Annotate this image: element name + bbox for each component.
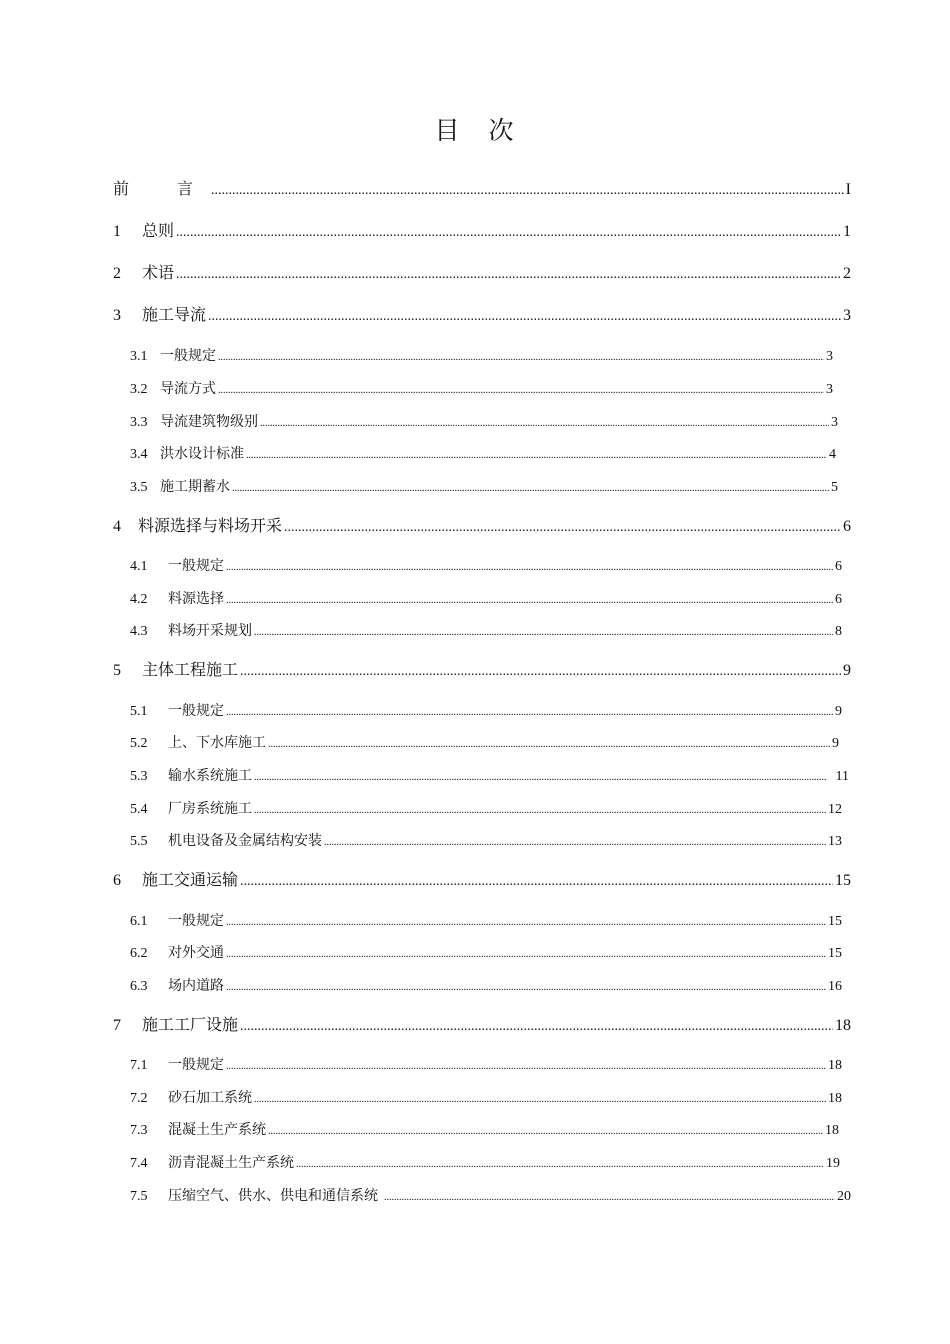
- toc-entry-chapter[interactable]: [113, 260, 851, 283]
- toc-entry-label: 施工导流: [142, 305, 207, 324]
- toc-entry-section[interactable]: [130, 910, 842, 930]
- toc-entry-label: 术语: [142, 263, 175, 282]
- toc-entry-section[interactable]: [130, 588, 842, 608]
- dot-leader: [384, 1192, 835, 1203]
- toc-entry-label: 砂石加工系统: [168, 1090, 252, 1106]
- dot-leader: [226, 949, 826, 960]
- toc-entry-number: 7.5: [130, 1189, 148, 1204]
- toc-entry-label: 沥青混凝土生产系统: [168, 1155, 294, 1171]
- toc-entry-page: 1: [843, 223, 851, 240]
- dot-leader: [324, 837, 826, 848]
- toc-entry-page: 3: [843, 307, 851, 324]
- toc-entry-page: 20: [837, 1189, 851, 1204]
- toc-entry-page: I: [845, 181, 851, 198]
- toc-entry-section[interactable]: [130, 345, 833, 365]
- toc-entry-number: 6.1: [130, 914, 148, 929]
- toc-entry-label: 主体工程施工: [142, 660, 239, 679]
- toc-entry-label: 施工工厂设施: [142, 1015, 239, 1034]
- toc-entry-page: 18: [825, 1123, 839, 1138]
- dot-leader: [254, 772, 826, 783]
- toc-entry-number: 5.2: [130, 736, 148, 751]
- toc-entry-number: 7.1: [130, 1058, 148, 1073]
- toc-entry-chapter[interactable]: [113, 867, 851, 890]
- toc-entry-page: 3: [831, 415, 838, 430]
- toc-entry-section[interactable]: [130, 1185, 851, 1205]
- toc-entry-page: 6: [835, 592, 842, 607]
- dot-leader: [268, 739, 830, 750]
- dot-leader: [176, 225, 841, 241]
- toc-entry-preface[interactable]: [113, 176, 851, 199]
- toc-entry-label: 机电设备及金属结构安装: [168, 833, 322, 849]
- dot-leader: [254, 1094, 826, 1105]
- toc-entry-page: 18: [828, 1091, 842, 1106]
- toc-entry-chapter[interactable]: [113, 1012, 851, 1035]
- toc-entry-label: 料场开采规划: [168, 623, 252, 639]
- toc-entry-label: 一般规定: [160, 348, 216, 364]
- toc-entry-label: 洪水设计标准: [160, 446, 244, 462]
- dot-leader: [254, 627, 833, 638]
- toc-entry-number: 5.5: [130, 834, 148, 849]
- toc-entry-number: 3.4: [130, 447, 148, 462]
- toc-entry-page: 15: [828, 946, 842, 961]
- toc-entry-page: 3: [826, 382, 833, 397]
- toc-entry-page: 18: [835, 1017, 851, 1034]
- toc-entry-page: 8: [835, 624, 842, 639]
- toc-entry-label: 对外交通: [168, 945, 224, 961]
- dot-leader: [226, 595, 833, 606]
- page-title: 目 次: [434, 116, 516, 145]
- dot-leader: [240, 664, 841, 680]
- toc-entry-number: 5.1: [130, 704, 148, 719]
- toc-entry-number: 6.2: [130, 946, 148, 961]
- toc-entry-label: 输水系统施工: [168, 768, 252, 784]
- toc-entry-section[interactable]: [130, 732, 839, 752]
- dot-leader: [226, 1061, 826, 1072]
- toc-entry-section[interactable]: [130, 443, 836, 463]
- toc-entry-page: 16: [828, 979, 842, 994]
- dot-leader: [226, 707, 833, 718]
- toc-entry-page: 15: [835, 872, 851, 889]
- toc-entry-label: 总则: [142, 221, 175, 240]
- toc-entry-number: 3.1: [130, 349, 148, 364]
- toc-entry-page: 13: [828, 834, 842, 849]
- toc-entry-label: 一般规定: [168, 703, 224, 719]
- dot-leader: [208, 309, 841, 325]
- toc-entry-number: 3.2: [130, 382, 148, 397]
- toc-entry-chapter[interactable]: [113, 218, 851, 241]
- dot-leader: [240, 874, 833, 890]
- toc-entry-number: 3.3: [130, 415, 148, 430]
- toc-entry-chapter[interactable]: [113, 513, 851, 536]
- toc-entry-page: 6: [843, 518, 851, 535]
- toc-entry-page: 6: [835, 559, 842, 574]
- dot-leader: [296, 1159, 824, 1170]
- toc-entry-label: 一般规定: [168, 558, 224, 574]
- toc-entry-label: 导流建筑物级别: [160, 414, 258, 430]
- toc-entry-label: 混凝土生产系统: [168, 1122, 266, 1138]
- toc-entry-label: 一般规定: [168, 913, 224, 929]
- toc-entry-number: 1: [113, 223, 121, 240]
- dot-leader: [176, 267, 841, 283]
- dot-leader: [260, 418, 829, 429]
- toc-entry-label: 施工交通运输: [142, 870, 239, 889]
- dot-leader: [218, 385, 824, 396]
- toc-entry-page: 11: [835, 769, 849, 784]
- toc-entry-page: 9: [835, 704, 842, 719]
- dot-leader: [226, 562, 833, 573]
- toc-entry-section[interactable]: [130, 476, 838, 496]
- toc-entry-label: 压缩空气、供水、供电和通信系统: [168, 1188, 378, 1204]
- toc-entry-chapter[interactable]: [113, 302, 851, 325]
- toc-entry-label: 上、下水库施工: [168, 735, 266, 751]
- toc-entry-number: 7.4: [130, 1156, 148, 1171]
- dot-leader: [268, 1126, 823, 1137]
- toc-entry-label: 施工期蓄水: [160, 479, 230, 495]
- toc-entry-page: 4: [829, 447, 836, 462]
- toc-entry-page: 2: [843, 265, 851, 282]
- toc-entry-number: 7.3: [130, 1123, 148, 1138]
- toc-entry-label: 厂房系统施工: [168, 801, 252, 817]
- toc-entry-number: 6: [113, 872, 121, 889]
- toc-entry-section[interactable]: [130, 1152, 840, 1172]
- toc-entry-section[interactable]: [130, 830, 842, 850]
- toc-entry-number: 7.2: [130, 1091, 148, 1106]
- dot-leader: [218, 352, 824, 363]
- toc-entry-number: 2: [113, 265, 121, 282]
- toc-entry-number: 5.4: [130, 802, 148, 817]
- dot-leader: [232, 483, 829, 494]
- toc-entry-number: 6.3: [130, 979, 148, 994]
- toc-entry-section[interactable]: [130, 555, 842, 575]
- toc-entry-section[interactable]: [130, 378, 833, 398]
- toc-entry-number: 3: [113, 307, 121, 324]
- dot-leader: [226, 982, 826, 993]
- toc-entry-section[interactable]: [130, 942, 842, 962]
- toc-entry-number: 4.1: [130, 559, 148, 574]
- toc-entry-label: 料源选择与料场开采: [138, 516, 283, 535]
- dot-leader: [284, 520, 841, 536]
- toc-entry-page: 19: [826, 1156, 840, 1171]
- toc-entry-label: 前 言: [113, 179, 210, 198]
- dot-leader: [240, 1019, 833, 1035]
- toc-entry-section[interactable]: [130, 1054, 842, 1074]
- toc-entry-section[interactable]: [130, 798, 842, 818]
- toc-entry-number: 4.2: [130, 592, 148, 607]
- dot-leader: [246, 450, 827, 461]
- toc-entry-label: 一般规定: [168, 1057, 224, 1073]
- toc-entry-page: 5: [831, 480, 838, 495]
- toc-entry-label: 料源选择: [168, 591, 224, 607]
- toc-entry-number: 5: [113, 662, 121, 679]
- toc-entry-section[interactable]: [130, 700, 842, 720]
- dot-leader: [254, 805, 826, 816]
- toc-entry-label: 场内道路: [168, 978, 224, 994]
- toc-entry-chapter[interactable]: [113, 657, 851, 680]
- dot-leader: [211, 183, 844, 199]
- toc-entry-section[interactable]: [130, 1087, 842, 1107]
- toc-entry-section[interactable]: [130, 620, 842, 640]
- toc-entry-label: 导流方式: [160, 381, 216, 397]
- toc-entry-number: 5.3: [130, 769, 148, 784]
- toc-entry-number: 4.3: [130, 624, 148, 639]
- dot-leader: [226, 917, 826, 928]
- toc-entry-section[interactable]: [130, 411, 838, 431]
- toc-entry-page: 12: [828, 802, 842, 817]
- toc-entry-page: 15: [828, 914, 842, 929]
- toc-entry-section[interactable]: [130, 765, 849, 785]
- toc-entry-page: 18: [828, 1058, 842, 1073]
- toc-entry-page: 9: [843, 662, 851, 679]
- toc-entry-number: 4: [113, 518, 121, 535]
- toc-entry-page: 3: [826, 349, 833, 364]
- toc-entry-number: 3.5: [130, 480, 148, 495]
- toc-entry-number: 7: [113, 1017, 121, 1034]
- toc-entry-section[interactable]: [130, 1119, 839, 1139]
- toc-entry-section[interactable]: [130, 975, 842, 995]
- toc-entry-page: 9: [832, 736, 839, 751]
